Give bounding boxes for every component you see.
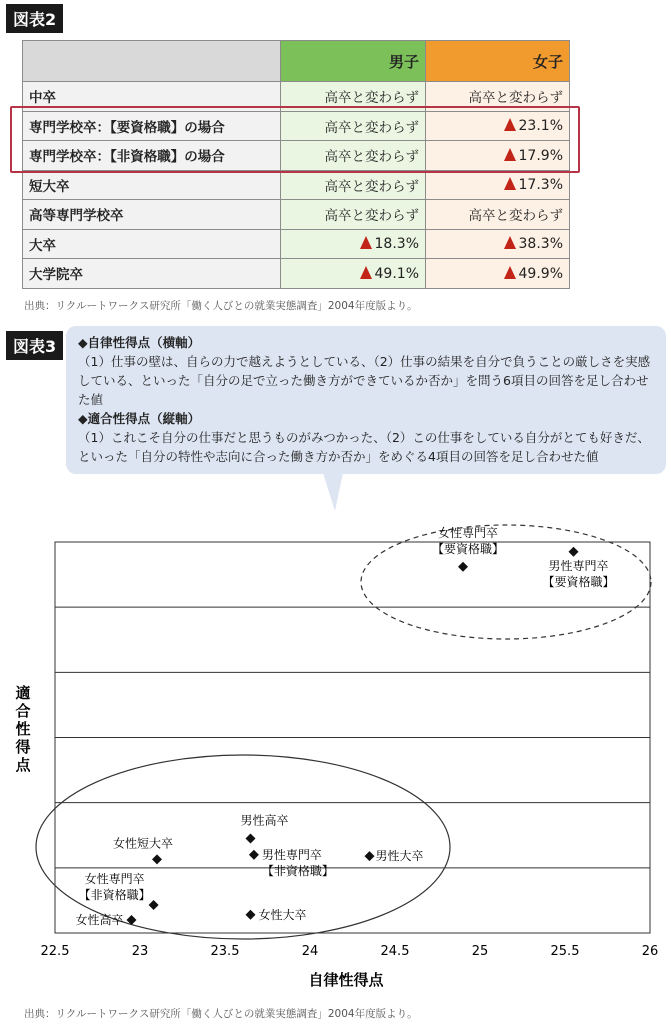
row-label: 短大卒 xyxy=(23,170,281,200)
x-tick-label: 25 xyxy=(471,944,489,959)
table-row xyxy=(23,229,570,259)
data-point xyxy=(246,834,256,844)
cell-value: 高卒と変わらず xyxy=(468,90,563,107)
group-ellipse-others xyxy=(36,755,450,939)
chart-ticks xyxy=(41,944,659,959)
up-arrow-icon xyxy=(360,236,372,249)
row-label: 高等専門学校卒 xyxy=(23,200,281,230)
cell-value: 49.9% xyxy=(518,265,563,282)
cell-value: 38.3% xyxy=(518,236,563,253)
point-label: 女性高卒 xyxy=(75,912,124,927)
y-axis-char: 適 xyxy=(15,684,31,702)
data-point xyxy=(569,547,579,557)
data-point xyxy=(365,851,375,861)
table-header-row xyxy=(23,41,570,82)
figure3-label: 図表3 xyxy=(6,331,63,360)
row-label: 専門学校卒：【非資格職】の場合 xyxy=(23,141,281,171)
point-label: 男性専門卒 xyxy=(261,847,322,862)
cell-male xyxy=(281,229,426,259)
cell-female xyxy=(426,259,570,289)
row-label: 大学院卒 xyxy=(23,259,281,289)
note-text-y: （1）これこそ自分の仕事だと思うものがみつかった、（2）この仕事をしている自分がとても好きだ、といった「自分の特性や志向に合った働き方か否か」をめぐる4項目の回答を足し合わせた値 xyxy=(78,430,650,464)
up-arrow-icon xyxy=(360,266,372,279)
cell-value: 高卒と変わらず xyxy=(324,208,419,225)
cell-value: 18.3% xyxy=(374,236,419,253)
definition-callout xyxy=(66,326,666,474)
up-arrow-icon xyxy=(504,236,516,249)
y-axis-char: 性 xyxy=(15,720,31,738)
table-row xyxy=(23,170,570,200)
x-tick-label: 24 xyxy=(301,944,319,959)
data-point xyxy=(152,854,162,864)
point-label: 女性大卒 xyxy=(258,907,307,922)
cell-value: 17.9% xyxy=(518,147,563,164)
cell-female xyxy=(426,170,570,200)
point-label: 女性短大卒 xyxy=(112,836,174,851)
point-label: 【非資格職】 xyxy=(78,887,151,902)
cell-value: 高卒と変わらず xyxy=(468,208,563,225)
cell-value: 高卒と変わらず xyxy=(324,119,419,136)
row-label: 中卒 xyxy=(23,82,281,112)
x-axis-title: 自律性得点 xyxy=(308,971,384,989)
data-point xyxy=(249,850,259,860)
point-label: 女性専門卒 xyxy=(437,525,499,540)
point-label: 【要資格職】 xyxy=(431,541,505,556)
highlight-box xyxy=(10,106,580,173)
header-blank xyxy=(23,41,281,82)
point-label: 【要資格職】 xyxy=(542,574,615,589)
header-female: 女子 xyxy=(426,41,570,82)
cell-female xyxy=(426,229,570,259)
table-row xyxy=(23,200,570,230)
point-label: 【非資格職】 xyxy=(261,863,334,878)
y-axis-char: 点 xyxy=(15,756,31,774)
figure3-source: 出典：リクルートワークス研究所「働く人びとの就業実態調査」2004年度版より。 xyxy=(24,1008,418,1020)
y-axis-char: 合 xyxy=(15,702,31,720)
figure2-source: 出典：リクルートワークス研究所「働く人びとの就業実態調査」2004年度版より。 xyxy=(24,300,418,312)
cell-male xyxy=(281,200,426,230)
header-male: 男子 xyxy=(281,41,426,82)
cell-male xyxy=(281,170,426,200)
note-heading-y: ◆適合性得点（縦軸） xyxy=(78,411,201,426)
figure2-label: 図表2 xyxy=(6,4,63,33)
point-label: 女性専門卒 xyxy=(84,871,145,886)
cell-value: 高卒と変わらず xyxy=(324,90,419,107)
up-arrow-icon xyxy=(504,177,516,190)
note-text-x: （1）仕事の壁は、自らの力で越えようとしている、（2）仕事の結果を自分で負うことの厳しさを実感している、といった「自分の足で立った働き方ができているか否か」を問う6項目の回答を足し合わせた値 xyxy=(78,354,651,407)
row-label: 大卒 xyxy=(23,229,281,259)
row-label: 専門学校卒：【要資格職】の場合 xyxy=(23,111,281,141)
chart-points xyxy=(75,525,614,927)
x-tick-label: 25.5 xyxy=(550,944,580,959)
cell-female xyxy=(426,200,570,230)
cell-value: 高卒と変わらず xyxy=(324,149,419,166)
point-label: 男性専門卒 xyxy=(548,558,609,573)
x-tick-label: 22.5 xyxy=(40,944,70,959)
x-tick-label: 23 xyxy=(131,944,149,959)
x-tick-label: 23.5 xyxy=(210,944,240,959)
x-tick-label: 24.5 xyxy=(380,944,410,959)
y-axis-title xyxy=(15,684,31,774)
cell-male xyxy=(281,259,426,289)
table-row xyxy=(23,259,570,289)
x-tick-label: 26 xyxy=(641,944,659,959)
cell-value: 高卒と変わらず xyxy=(324,178,419,195)
data-point xyxy=(246,910,256,920)
y-axis-char: 得 xyxy=(15,738,31,756)
up-arrow-icon xyxy=(504,266,516,279)
point-label: 男性高卒 xyxy=(240,813,289,828)
cell-value: 23.1% xyxy=(518,118,563,135)
cell-value: 49.1% xyxy=(374,265,419,282)
note-heading-x: ◆自律性得点（横軸） xyxy=(78,335,201,350)
point-label: 男性大卒 xyxy=(375,849,424,864)
cell-value: 17.3% xyxy=(518,177,563,194)
scatter-chart xyxy=(0,480,671,1005)
data-point xyxy=(458,562,468,572)
